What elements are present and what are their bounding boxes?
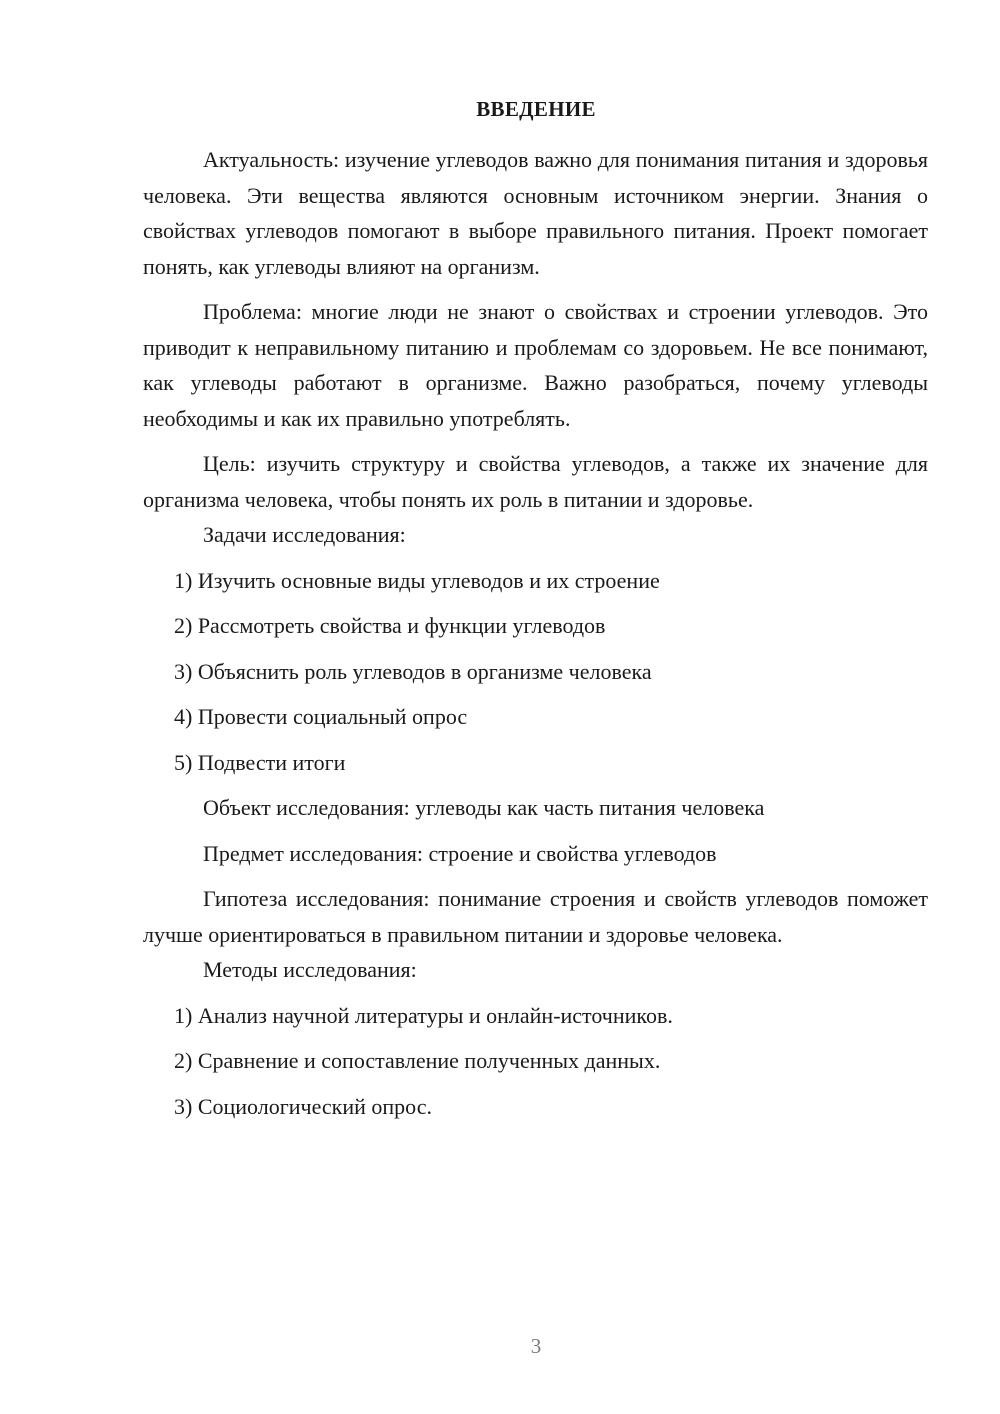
document-body [143, 142, 928, 1124]
hypothesis-paragraph: Гипотеза исследования: понимание строения и свойств углеводов поможет лучше ориентироваться в правильном питании и здоровье человека. [143, 886, 928, 947]
methods-list [143, 998, 928, 1125]
object-paragraph: Объект исследования: углеводы как часть питания человека [203, 795, 765, 820]
section-title: ВВЕДЕНИЕ [476, 97, 596, 121]
goal-paragraph: Цель: изучить структуру и свойства углеводов, а также их значение для организма человека, чтобы понять их роль в питании и здоровье. [143, 451, 928, 512]
list-item: 5) Подвести итоги [174, 749, 346, 775]
tasks-list [143, 563, 928, 781]
page-number: 3 [530, 1334, 542, 1358]
list-item: 2) Рассмотреть свойства и функции углеводов [174, 613, 606, 638]
list-item: 4) Провести социальный опрос [174, 704, 468, 729]
subject-paragraph: Предмет исследования: строение и свойства углеводов [203, 840, 717, 866]
methods-heading: Методы исследования: [203, 957, 417, 982]
list-item: 3) Объяснить роль углеводов в организме человека [174, 658, 652, 684]
list-item: 1) Анализ научной литературы и онлайн-источников. [174, 1002, 673, 1028]
tasks-heading: Задачи исследования: [203, 522, 406, 547]
list-item: 1) Изучить основные виды углеводов и их строение [174, 567, 660, 593]
problem-paragraph: Проблема: многие люди не знают о свойствах и строении углеводов. Это приводит к неправильному питанию и проблемам со здоровьем. Не все понимают, как углеводы работают в организме. Важно разобраться, почему углеводы необходимы и как их правильно употреблять. [143, 299, 928, 431]
relevance-paragraph: Актуальность: изучение углеводов важно для понимания питания и здоровья человека. Эти вещества являются основным источником энергии. Знания о свойствах углеводов помогают в выборе правильного питания. Проект помогает понять, как углеводы влияют на организм. [143, 147, 928, 279]
list-item: 2) Сравнение и сопоставление полученных данных. [174, 1048, 661, 1073]
list-item: 3) Социологический опрос. [174, 1093, 432, 1119]
